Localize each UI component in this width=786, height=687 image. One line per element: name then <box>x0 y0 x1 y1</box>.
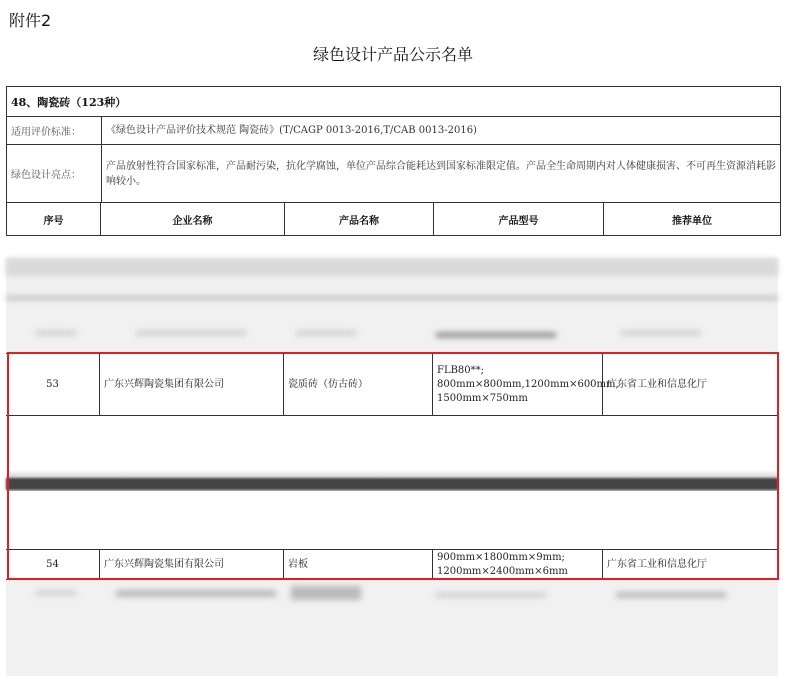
model-line: 1200mm×2400mm×6mm <box>437 565 568 577</box>
blur-text <box>296 330 356 336</box>
recommender: 广东省工业和信息化厅 <box>607 558 707 570</box>
product-name: 岩板 <box>284 550 433 579</box>
column-header-product: 产品名称 <box>285 203 434 235</box>
page-title: 绿色设计产品公示名单 <box>312 45 473 64</box>
blur-band <box>6 258 778 276</box>
product-name: 瓷质砖（仿古砖） <box>284 354 433 415</box>
recommender: 广东省工业和信息化厅 <box>607 378 707 390</box>
model-line: 900mm×1800mm×9mm; <box>437 551 565 563</box>
blur-text <box>36 330 76 336</box>
model-line: FLB80**; <box>437 364 485 376</box>
standard-row <box>7 117 780 145</box>
blur-text <box>436 332 556 338</box>
row-number: 53 <box>6 354 100 415</box>
standard-value: 《绿色设计产品评价技术规范 陶瓷砖》(T/CAGP 0013-2016,T/CAB 0013-2016) <box>106 125 477 136</box>
blur-line <box>6 296 778 300</box>
blur-text <box>621 330 701 336</box>
model-line: 1500mm×750mm <box>437 392 528 404</box>
attachment-label: 附件2 <box>9 11 52 30</box>
column-header-company: 企业名称 <box>101 203 285 235</box>
highlights-value: 产品放射性符合国家标准，产品耐污染，抗化学腐蚀，单位产品综合能耗达到国家标准限定值。产品全生命周期内对人体健康损害、不可再生资源消耗影响较小。 <box>106 160 776 187</box>
highlights-label: 绿色设计亮点： <box>7 145 102 202</box>
column-header-no: 序号 <box>7 203 101 235</box>
blur-text <box>291 586 361 600</box>
blur-text <box>116 590 276 597</box>
column-header-recommender: 推荐单位 <box>672 215 712 227</box>
column-header-row <box>7 203 780 235</box>
blur-text <box>436 592 546 598</box>
blur-text <box>136 330 246 336</box>
highlights-row <box>7 145 780 203</box>
company-name: 广东兴辉陶瓷集团有限公司 <box>100 354 284 415</box>
blur-text <box>616 592 726 598</box>
row-number: 54 <box>6 550 100 579</box>
company-name: 广东兴辉陶瓷集团有限公司 <box>100 550 284 579</box>
blur-text <box>36 590 76 596</box>
category-title: 48、陶瓷砖（123种） <box>11 95 127 109</box>
header-table <box>6 86 781 236</box>
column-header-model: 产品型号 <box>434 203 604 235</box>
category-row <box>7 87 780 117</box>
model-line: 800mm×800mm,1200mm×600mm, <box>437 378 619 390</box>
highlight-box <box>7 352 779 580</box>
standard-label: 适用评价标准： <box>7 117 102 144</box>
